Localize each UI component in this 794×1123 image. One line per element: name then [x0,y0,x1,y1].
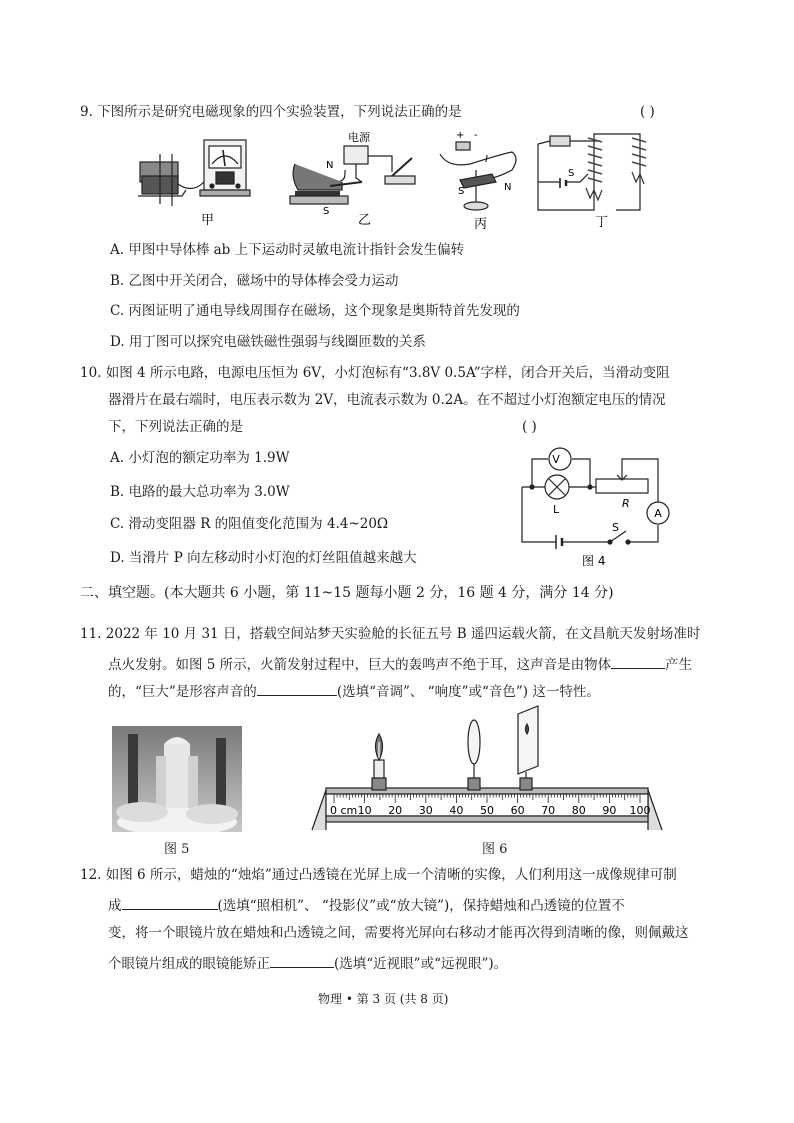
q10-option-b: B. 电路的最大总功率为 3.0W [110,484,290,500]
q9-stem: 9. 下图所示是研究电磁现象的四个实验装置，下列说法正确的是 [80,104,462,120]
ruler-label: 40 [449,804,464,817]
q12-line4 [108,953,507,973]
fig-jia-label: 甲 [201,213,215,228]
fig4-voltmeter-label: V [552,453,560,466]
ruler-label: 70 [541,804,556,817]
fig4-ammeter-label: A [654,507,662,520]
fig-bing-n: N [504,182,512,193]
q10-stem-line3: 下，下列说法正确的是 [108,419,243,435]
fig5-rocket-launch-photo [112,726,242,832]
fig4-rheostat-label: R [622,497,630,510]
fig-bing-apparatus [440,142,516,210]
ruler-label: 0 cm [330,804,358,817]
ruler-label: 90 [602,804,617,817]
fig-bing-s: S [458,186,465,197]
q11-line3 [108,681,600,701]
ruler-label: 100 [629,804,651,817]
q11-line1: 11. 2022 年 10 月 31 日，搭载空间站梦天实验舱的长征五号 B 遥四运载火箭，在文昌航天发射场准时 [80,626,701,642]
page-footer: 物理 • 第 3 页 (共 8 页) [318,992,449,1006]
ruler-label: 20 [388,804,403,817]
fig-yi-s: S [323,206,330,217]
ruler-label: 50 [480,804,494,817]
fig4-caption: 图 4 [582,554,606,568]
q9-option-d: D. 用丁图可以探究电磁铁磁性强弱与线圈匝数的关系 [110,334,426,350]
q12-line1: 12. 如图 6 所示，蜡烛的“烛焰”通过凸透镜在光屏上成一个清晰的实像，人们利用这一成像规律可制 [80,867,677,883]
fig6-caption: 图 6 [482,842,508,857]
q11-blank-1[interactable] [611,654,665,669]
q12-line4-text-b: (选填“近视眼”或“远视眼”)。 [334,956,508,972]
q12-line4-text-a: 个眼镜片组成的眼镜能矫正 [108,956,270,972]
q9-figures [130,124,690,230]
q11-line3-text-a: 的，“巨大”是形容声音的 [108,684,257,700]
q10-option-d: D. 当滑片 P 向左移动时小灯泡的灯丝阻值越来越大 [110,550,417,566]
fig-ding-label: 丁 [595,215,609,230]
q11-blank-2[interactable] [257,681,337,696]
section2-heading: 二、填空题。(本大题共 6 小题，第 11~15 题每小题 2 分，16 题 4 分，满分 14 分) [80,585,614,601]
q11-line2 [108,654,692,674]
q12-line2 [108,895,625,915]
q10-option-c: C. 滑动变阻器 R 的阻值变化范围为 4.4~20Ω [110,516,389,532]
q10-stem-line2: 器滑片在最右端时，电压表示数为 2V，电流表示数为 0.2A。在不超过小灯泡额定电压的情况 [108,392,666,408]
q11-line2-text-a: 点火发射。如图 5 所示，火箭发射过程中，巨大的轰鸣声不绝于耳，这声音是由物体 [108,657,612,673]
q11-line3-text-b: (选填“音调”、 “响度”或“音色”) 这一特性。 [336,684,600,700]
fig-yi-label: 乙 [358,213,372,228]
q9-answer-bracket: ( ) [640,104,655,120]
fig-yi-power-label: 电源 [348,131,370,144]
fig4-lamp-label: L [553,503,560,516]
q12-blank-2[interactable] [270,953,334,968]
q12-line3: 变，将一个眼镜片放在蜡烛和凸透镜之间，需要将光屏向右移动才能再次得到清晰的像，则佩戴这 [108,925,689,941]
ruler-label: 10 [357,804,372,817]
fig-yi-n: N [326,160,334,171]
q10-answer-bracket: ( ) [522,419,537,435]
fig-ding-apparatus [538,134,646,210]
q9-option-c: C. 丙图证明了通电导线周围存在磁场，这个现象是奥斯特首先发现的 [110,303,520,319]
fig-ding-s: S [568,168,575,179]
fig6-optical-bench [306,704,668,836]
q9-option-a: A. 甲图中导体棒 ab 上下运动时灵敏电流计指针会发生偏转 [110,242,465,258]
ruler-label: 30 [418,804,433,817]
fig-yi-apparatus [290,146,415,204]
q10-option-a: A. 小灯泡的额定功率为 1.9W [110,450,290,466]
q10-stem-line1: 10. 如图 4 所示电路，电源电压恒为 6V，小灯泡标有“3.8V 0.5A”字样，闭合开关后，当滑动变阻 [80,365,670,381]
fig5-caption: 图 5 [164,842,190,857]
ruler-label: 60 [510,804,525,817]
fig-bing-plus: + [456,130,465,141]
q12-line2-text-a: 成 [108,898,122,914]
q12-blank-1[interactable] [122,895,218,910]
fig4-circuit [512,445,682,575]
q12-line2-text-b: (选填“照相机”、 “投影仪”或“放大镜”)，保持蜡烛和凸透镜的位置不 [217,898,625,914]
fig4-switch-label: S [612,521,619,534]
q9-option-b: B. 乙图中开关闭合，磁场中的导体棒会受力运动 [110,273,399,289]
fig-bing-minus: - [474,130,478,141]
fig-bing-label: 丙 [474,217,488,230]
ruler-label: 80 [571,804,586,817]
fig-bing-i: I [485,154,488,165]
fig-jia-apparatus [138,140,250,206]
q11-line2-text-b: 产生 [665,657,693,673]
